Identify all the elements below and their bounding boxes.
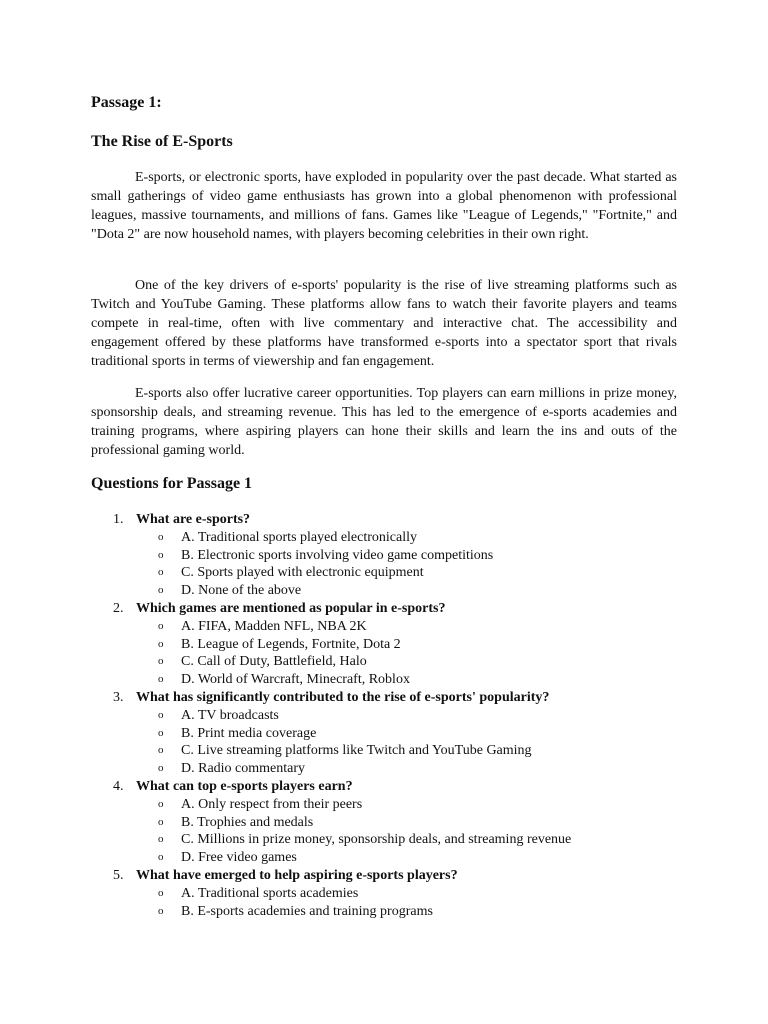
option-text: A. Traditional sports academies bbox=[181, 885, 359, 901]
question-text: What are e-sports? bbox=[136, 512, 251, 527]
hollow-bullet-icon: o bbox=[158, 797, 164, 810]
option-text: A. TV broadcasts bbox=[181, 707, 279, 723]
option-list bbox=[0, 618, 768, 689]
option-text: A. Traditional sports played electronically bbox=[181, 529, 418, 545]
question-3 bbox=[0, 689, 768, 778]
option-item bbox=[0, 636, 768, 654]
option-text: C. Millions in prize money, sponsorship deals, and streaming revenue bbox=[181, 832, 572, 848]
option-item bbox=[0, 725, 768, 743]
question-number: 1. bbox=[113, 512, 124, 527]
option-item bbox=[0, 903, 768, 921]
passage-label: Passage 1: bbox=[91, 94, 162, 111]
option-text: C. Live streaming platforms like Twitch and YouTube Gaming bbox=[181, 743, 532, 759]
option-item bbox=[0, 707, 768, 725]
option-text: A. Only respect from their peers bbox=[181, 796, 363, 812]
question-number: 2. bbox=[113, 600, 124, 616]
option-text: B. Print media coverage bbox=[181, 725, 317, 741]
option-item bbox=[0, 671, 768, 689]
hollow-bullet-icon: o bbox=[158, 833, 164, 846]
option-item bbox=[0, 885, 768, 903]
option-item bbox=[0, 547, 768, 565]
option-item bbox=[0, 796, 768, 814]
hollow-bullet-icon: o bbox=[158, 851, 164, 864]
question-2 bbox=[0, 600, 768, 689]
question-text: What can top e-sports players earn? bbox=[136, 778, 353, 794]
option-text: C. Sports played with electronic equipment bbox=[181, 565, 424, 581]
question-text: Which games are mentioned as popular in e-sports? bbox=[136, 600, 446, 616]
option-item bbox=[0, 831, 768, 849]
question-text: What has significantly contributed to the rise of e-sports' popularity? bbox=[136, 689, 550, 705]
hollow-bullet-icon: o bbox=[158, 673, 164, 686]
option-text: A. FIFA, Madden NFL, NBA 2K bbox=[181, 618, 367, 634]
hollow-bullet-icon: o bbox=[158, 637, 164, 650]
option-list bbox=[0, 796, 768, 867]
hollow-bullet-icon: o bbox=[158, 708, 164, 721]
option-text: B. E-sports academies and training programs bbox=[181, 903, 433, 919]
paragraph-2: One of the key drivers of e-sports' popularity is the rise of live streaming platforms such as Twitch and YouTube Gaming. These platforms allow fans to watch their favorite players and teams compete in real-time, often with live commentary and interactive chat. The accessibility and engagement offered by these platforms have transformed e-sports into a spectator sport that rivals traditional sports in terms of viewership and fan engagement. bbox=[91, 278, 677, 369]
option-text: D. World of Warcraft, Minecraft, Roblox bbox=[181, 672, 410, 688]
question-number: 5. bbox=[113, 867, 124, 883]
question-5 bbox=[0, 867, 768, 920]
hollow-bullet-icon: o bbox=[158, 904, 164, 917]
option-list bbox=[0, 529, 768, 600]
question-4 bbox=[0, 778, 768, 867]
passage-title: The Rise of E-Sports bbox=[91, 133, 233, 150]
option-item bbox=[0, 653, 768, 671]
option-text: B. Trophies and medals bbox=[181, 814, 314, 830]
hollow-bullet-icon: o bbox=[158, 584, 164, 597]
questions-heading: Questions for Passage 1 bbox=[91, 475, 253, 492]
option-text: D. Radio commentary bbox=[181, 761, 306, 777]
paragraph-1: E-sports, or electronic sports, have exploded in popularity over the past decade. What started as small gatherings of video game enthusiasts has grown into a global phenomenon with professional leagues, massive tournaments, and millions of fans. Games like "League of Legends," "Fortnite," and "Dota 2" are now household names, with players becoming celebrities in their own right. bbox=[91, 170, 677, 242]
option-item bbox=[0, 742, 768, 760]
question-number: 3. bbox=[113, 689, 124, 705]
option-list bbox=[0, 707, 768, 778]
hollow-bullet-icon: o bbox=[158, 744, 164, 757]
question-1 bbox=[0, 511, 768, 600]
option-text: D. Free video games bbox=[181, 850, 297, 866]
option-item bbox=[0, 618, 768, 636]
question-list bbox=[0, 511, 768, 920]
option-item bbox=[0, 814, 768, 832]
hollow-bullet-icon: o bbox=[158, 619, 164, 632]
hollow-bullet-icon: o bbox=[158, 815, 164, 828]
option-item bbox=[0, 564, 768, 582]
option-item bbox=[0, 582, 768, 600]
option-item bbox=[0, 529, 768, 547]
question-number: 4. bbox=[113, 778, 124, 794]
hollow-bullet-icon: o bbox=[158, 655, 164, 668]
option-text: D. None of the above bbox=[181, 583, 302, 599]
hollow-bullet-icon: o bbox=[158, 726, 164, 739]
option-text: B. Electronic sports involving video game competitions bbox=[181, 547, 494, 563]
hollow-bullet-icon: o bbox=[158, 566, 164, 579]
hollow-bullet-icon: o bbox=[158, 548, 164, 561]
paragraph-3: E-sports also offer lucrative career opportunities. Top players can earn millions in prize money, sponsorship deals, and streaming revenue. This has led to the emergence of e-sports academies and training programs, where aspiring players can hone their skills and learn the ins and outs of the professional gaming world. bbox=[91, 386, 677, 458]
hollow-bullet-icon: o bbox=[158, 886, 164, 899]
option-text: C. Call of Duty, Battlefield, Halo bbox=[181, 654, 367, 670]
option-list bbox=[0, 885, 768, 921]
option-text: B. League of Legends, Fortnite, Dota 2 bbox=[181, 636, 401, 652]
hollow-bullet-icon: o bbox=[158, 762, 164, 775]
question-text: What have emerged to help aspiring e-sports players? bbox=[136, 867, 458, 883]
hollow-bullet-icon: o bbox=[158, 530, 164, 543]
option-item bbox=[0, 760, 768, 778]
option-item bbox=[0, 849, 768, 867]
